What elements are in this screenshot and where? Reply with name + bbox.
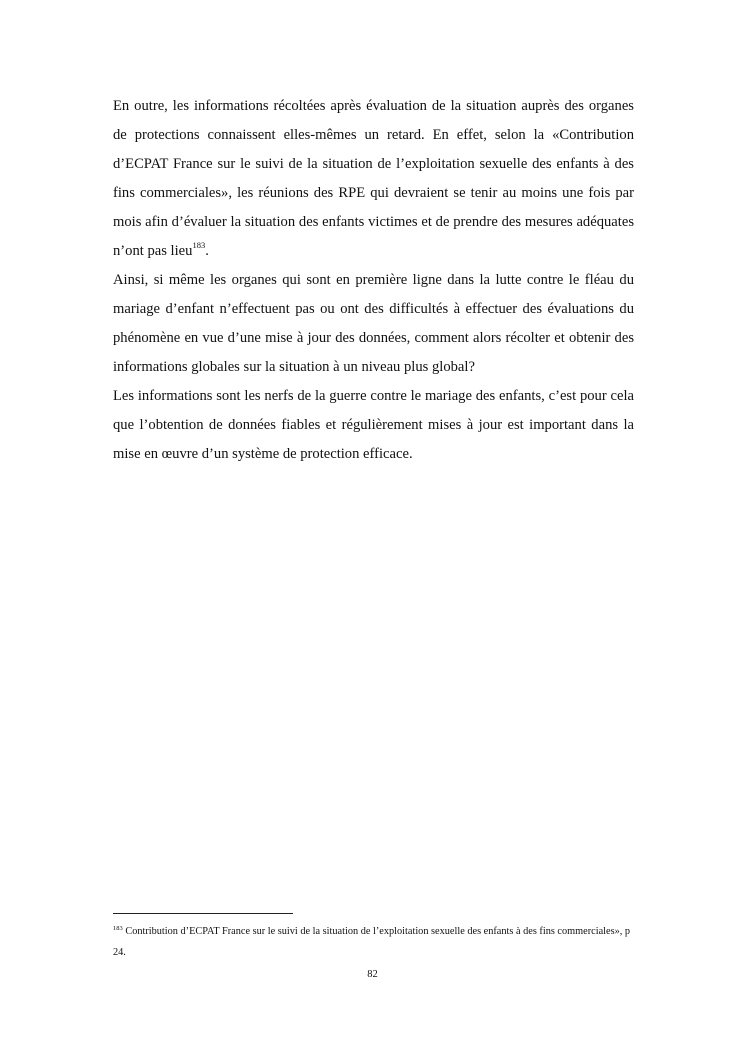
footnote-text: Contribution d’ECPAT France sur le suivi de la situation de l’exploitation sexuelle des enfants à des fins commerciales», p 24.	[113, 926, 631, 958]
paragraph-1	[113, 92, 634, 266]
footnote-separator	[113, 913, 293, 914]
footnote	[113, 921, 634, 963]
paragraph-1-end: .	[205, 243, 209, 259]
body-text	[113, 92, 634, 469]
footnote-reference[interactable]: 183	[192, 240, 206, 251]
paragraph-1-text: En outre, les informations récoltées après évaluation de la situation auprès des organes de protections connaissent elles-mêmes un retard. En effet, selon la «Contribution d’ECPAT France sur le suivi de la situation de l’exploitation sexuelle des enfants à des fins commerciales», les réunions des RPE qui devraient se tenir au moins une fois par mois afin d’évaluer la situation des enfants victimes et de prendre des mesures adéquates n’ont pas lieu	[113, 98, 634, 259]
paragraph-3: Les informations sont les nerfs de la guerre contre le mariage des enfants, c’est pour cela que l’obtention de données fiables et régulièrement mises à jour est important dans la mise en œuvre d’un système de protection efficace.	[113, 388, 634, 462]
paragraph-2: Ainsi, si même les organes qui sont en première ligne dans la lutte contre le fléau du mariage d’enfant n’effectuent pas ou ont des difficultés à effectuer des évaluations du phénomène en vue d’une mise à jour des données, comment alors récolter et obtenir des informations globales sur la situation à un niveau plus global?	[113, 272, 634, 375]
page-number: 82	[367, 969, 378, 980]
footnote-number: 183	[113, 924, 123, 932]
